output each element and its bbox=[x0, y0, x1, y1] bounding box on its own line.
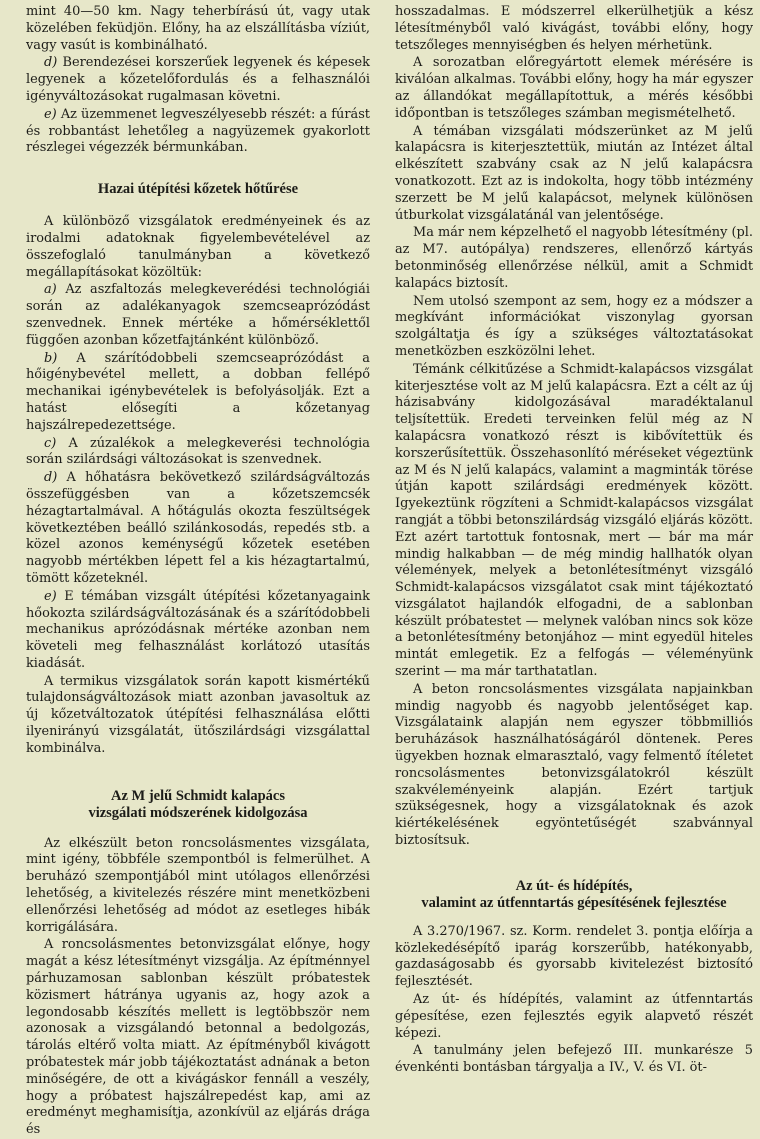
list-text: Berendezései korszerűek legyenek és képesek legyenek a kőzetelőfordulás és a felhasználói igényváltozásokat rugalmasan követni. bbox=[26, 55, 370, 104]
paragraph: Az út- és hídépítés, valamint az útfenntartás gépesítése, ezen fejlesztés egyik alapvető részét képezi. bbox=[395, 992, 753, 1041]
list-text: E témában vizsgált útépítési kőzetanyagaink hőokozta szilárdságváltozásának és a szárítódobbeli mechanikus aprózódásnak mértéke azonban nem követeli meg felhasználást korlátozó utasítás kiadását. bbox=[26, 588, 370, 671]
list-item-a bbox=[26, 282, 370, 349]
list-label: c) bbox=[44, 435, 57, 451]
list-label: a) bbox=[44, 282, 57, 298]
list-label: e) bbox=[44, 106, 57, 122]
paragraph: Az elkészült beton roncsolásmentes vizsgálata, mint igény, többféle szempontból is felmerülhet. A beruházó szempontjából mint utólagos ellenőrzési lehetőség, a kivitelezés részére mint menetközbeni ellenőrzési lehetőség ad módot az esetleges hibák korrigálására. bbox=[26, 835, 370, 935]
list-text: A hőhatásra bekövetkező szilárdságváltozás összefüggésben van a kőzetszemcsék hézagtartalmával. A hőtágulás okozta feszültségek következtében beálló szilánkosodás, repedés stb. a közel azonos keménységű kőzetek esetében nagyobb mértékben lépett fel a kis hézagtartalmú, tömött kőzeteknél. bbox=[26, 470, 370, 586]
left-column bbox=[26, 4, 370, 1138]
list-label: b) bbox=[44, 350, 58, 366]
paragraph: Nem utolsó szempont az sem, hogy ez a módszer a megkívánt információkat viszonylag gyorsan szolgáltatja és így a szükséges változtatásokat menetközben eszközölni lehet. bbox=[395, 293, 753, 359]
list-text: A szárítódobbeli szemcseaprózódást a hőigénybevétel mellett, a dobban fellépő mechanikai igénybevételek is befolyásolják. Ezt a hatást elősegíti a kőzetanyag hajszálrepedezettsége. bbox=[26, 350, 370, 433]
list-label: d) bbox=[44, 470, 58, 486]
paragraph: Ma már nem képzelhető el nagyobb létesítmény (pl. az M7. autópálya) rendszeres, ellenőrző kártyás betonminőség ellenőrzése nélkül, amit a Schmidt kalapács biztosít. bbox=[395, 225, 753, 291]
list-item-d2 bbox=[26, 470, 370, 588]
heading-line: Az M jelű Schmidt kalapács bbox=[111, 787, 285, 804]
paragraph: A sorozatban előregyártott elemek mérésére is kiválóan alkalmas. További előny, hogy ha már egyszer az állandókat megállapítottuk, a mérés későbbi időpontban is tetszőleges számban megismételhető. bbox=[395, 55, 753, 121]
paragraph: A témában vizsgálati módszerünket az M jelű kalapácsra is kiterjesztettük, miután az Intézet által elkészített szabvány csak az N jelű kalapácsra vonatkozott. Ezt az is indokolta, hogy több intézmény szerzett be M jelű kalapácsot, melynek különösen útburkolat vizsgálatánál van jelentősége. bbox=[395, 123, 753, 223]
list-item-e2 bbox=[26, 589, 370, 673]
paragraph: A roncsolásmentes betonvizsgálat előnye, hogy magát a kész létesítményt vizsgálja. Az építménnyel párhuzamosan sablonban készült próbatestek közismert hátránya ugyanis az, hogy azok a legondosabb készítés mellett is legtöbbször nem azonosak a vizsgálandó betonnal a bedolgozás, tárolás eltérő volta miatt. Az építményből kivágott próbatestek már jobb tájékoztatást adnának a beton minőségére, de ott a kivágáskor fennáll a veszély, hogy a próbatest hajszálrepedést kap, ami az eredményt meghamisítja, azonkívül az eljárás drága és bbox=[26, 937, 370, 1138]
section-heading-gepesites bbox=[395, 878, 753, 912]
list-text: A zúzalékok a melegkeverési technológia során szilárdsági változásokat is szenvednek. bbox=[26, 435, 370, 468]
section-heading-schmidt bbox=[26, 788, 370, 822]
list-item-b bbox=[26, 351, 370, 435]
list-item-c bbox=[26, 436, 370, 470]
list-label: d) bbox=[44, 55, 58, 71]
list-item-d bbox=[26, 55, 370, 105]
paragraph: A tanulmány jelen befejező III. munkarésze 5 évenkénti bontásban tárgyalja a IV., V. és VI. öt- bbox=[395, 1043, 753, 1076]
heading-line: valamint az útfenntartás gépesítésének fejlesztése bbox=[421, 894, 727, 911]
section-heading-hotures: Hazai útépítési kőzetek hőtűrése bbox=[97, 181, 299, 198]
paragraph: mint 40—50 km. Nagy teherbírású út, vagy utak közelében feküdjön. Előny, ha az elszállításba víziút, vagy vasút is kombinálható. bbox=[26, 4, 370, 53]
right-column bbox=[395, 4, 753, 1075]
list-text: Az aszfaltozás melegkeverédési technológiái során az adalékanyagok szemcseaprózódást szenvednek. Ennek mértéke a hőmérséklettől függően azonban kőzetfajtánként különböző. bbox=[26, 282, 370, 348]
paragraph: A különböző vizsgálatok eredményeinek és az irodalmi adatoknak figyelembevételével az összefoglaló tanulmányban a következő megállapításokat közöltük: bbox=[26, 214, 370, 280]
heading-line: vizsgálati módszerének kidolgozása bbox=[88, 804, 308, 821]
list-label: e) bbox=[44, 588, 57, 604]
paragraph: A beton roncsolásmentes vizsgálata napjainkban mindig nagyobb és nagyobb jelentőséget kap. Vizsgálataink alapján nem egyszer többmilliós beruházások használhatóságáról döntenek. Peres ügyekben hoznak elmarasztaló, vagy felmentő ítéletet roncsolásmentes betonvizsgálatokról készült szakvéleményeink alapján. Ezért tartjuk szükségesnek, hogy a vizsgálatoknak és azok kiértékelésének egyöntetűségét szabvánnyal biztosítsuk. bbox=[395, 681, 753, 849]
list-text: Az üzemmenet legveszélyesebb részét: a fúrást és robbantást lehetőleg a nagyüzemek gyakorlott részlegei végezzék bérmunkában. bbox=[26, 106, 370, 156]
paragraph: A termikus vizsgálatok során kapott kismértékű tulajdonságváltozások miatt azonban javasoltuk az új kőzetváltozatok útépítési felhasználása előtti ilyenirányú vizsgálatát, ütőszilárdsági vizsgálattal kombinálva. bbox=[26, 673, 370, 756]
paragraph: Témánk célkitűzése a Schmidt-kalapácsos vizsgálat kiterjesztése volt az M jelű kalapácsra. Ezt a célt az új házisabvány kidolgozásával maradéktalanul teljsítettük. Eredeti terveinken felül még az N kalapácsra vonatkozó részt is kibővítettük és korszerűsítettük. Összehasonlító méréseket végeztünk az M és N jelű kalapács, valamint a magminták törése útján kapott szilárdsági eredmények között. Igyekeztünk rögzíteni a Schmidt-kalapácsos vizsgálat rangját a többi betonszilárdság vizsgáló eljárás között. Ezt azért tartottuk fontosnak, mert — bár ma már mindig halkabban — de még mindig hallhatók olyan vélemények, melyek a betonlétesítményt vizsgáló Schmidt-kalapácsos vizsgálatot csak mint tájékoztató vizsgálatot hajlandók elfogadni, de a sablonban készült próbatestet — melynek valóban nincs sok köze a betonlétesítmény betonjához — mint egyedül hiteles mintát emlegetik. Ez a felfogás — véleményünk szerint — ma már tarthatatlan. bbox=[395, 361, 753, 680]
heading-line: Az út- és hídépítés, bbox=[515, 877, 633, 894]
paragraph: A 3.270/1967. sz. Korm. rendelet 3. pontja előírja a közlekedésépítő iparág korszerűbb, hatékonyabb, gazdaságosabb és gyorsabb kivitelezést biztosító fejlesztését. bbox=[395, 923, 753, 990]
list-item-e bbox=[26, 107, 370, 157]
paragraph: hosszadalmas. E módszerrel elkerülhetjük a kész létesítményből való kivágást, további előny, hogy tetszőleges mennyiségben és helyen mérhetünk. bbox=[395, 4, 753, 53]
